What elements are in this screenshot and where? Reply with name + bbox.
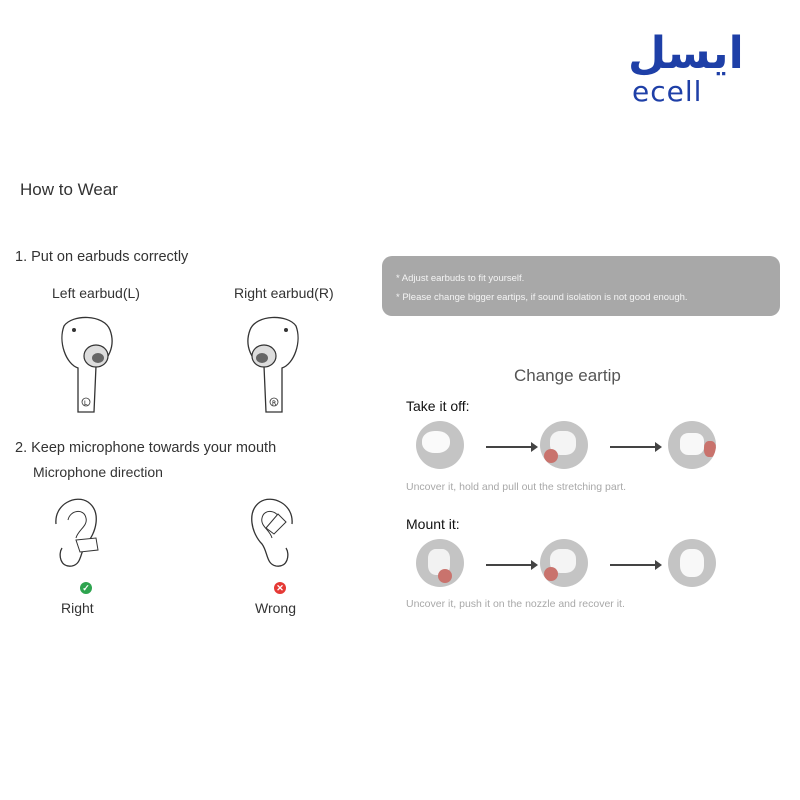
- ear-right-illustration: [46, 494, 106, 570]
- take-off-step-3-photo: [668, 421, 716, 469]
- brand-logo-arabic: ایسل: [628, 28, 744, 79]
- brand-logo-latin: ecell: [632, 75, 703, 108]
- x-circle-icon: ✕: [274, 582, 286, 594]
- left-earbud-mark: L: [84, 400, 88, 407]
- microphone-direction-label: Microphone direction: [33, 464, 163, 480]
- take-off-heading: Take it off:: [406, 398, 470, 414]
- left-earbud-label: Left earbud(L): [52, 285, 140, 301]
- take-off-caption: Uncover it, hold and pull out the stretching part.: [406, 481, 627, 493]
- take-off-step-1-photo: [416, 421, 464, 469]
- right-earbud-mark: R: [272, 400, 277, 407]
- step-1-heading: 1. Put on earbuds correctly: [15, 249, 189, 265]
- brand-logo: [610, 28, 770, 108]
- tip-1: * Adjust earbuds to fit yourself.: [396, 273, 525, 284]
- tip-2: * Please change bigger eartips, if sound isolation is not good enough.: [396, 292, 688, 303]
- arrow-icon: [610, 446, 660, 448]
- mount-step-1-photo: [416, 539, 464, 587]
- arrow-icon: [486, 446, 536, 448]
- check-circle-icon: ✓: [80, 582, 92, 594]
- take-off-step-2-photo: [540, 421, 588, 469]
- right-earbud-label: Right earbud(R): [234, 285, 334, 301]
- left-earbud-illustration: [52, 312, 122, 422]
- right-label: Right: [61, 600, 94, 616]
- mount-step-3-photo: [668, 539, 716, 587]
- arrow-icon: [610, 564, 660, 566]
- mount-step-2-photo: [540, 539, 588, 587]
- tips-box: [382, 256, 780, 316]
- page-title: How to Wear: [20, 180, 118, 199]
- step-2-heading: 2. Keep microphone towards your mouth: [15, 440, 277, 456]
- arrow-icon: [486, 564, 536, 566]
- change-eartip-title: Change eartip: [514, 366, 621, 385]
- wrong-label: Wrong: [255, 600, 296, 616]
- mount-caption: Uncover it, push it on the nozzle and recover it.: [406, 598, 625, 610]
- right-earbud-illustration: [238, 312, 308, 422]
- mount-heading: Mount it:: [406, 516, 460, 532]
- ear-wrong-illustration: [242, 494, 302, 570]
